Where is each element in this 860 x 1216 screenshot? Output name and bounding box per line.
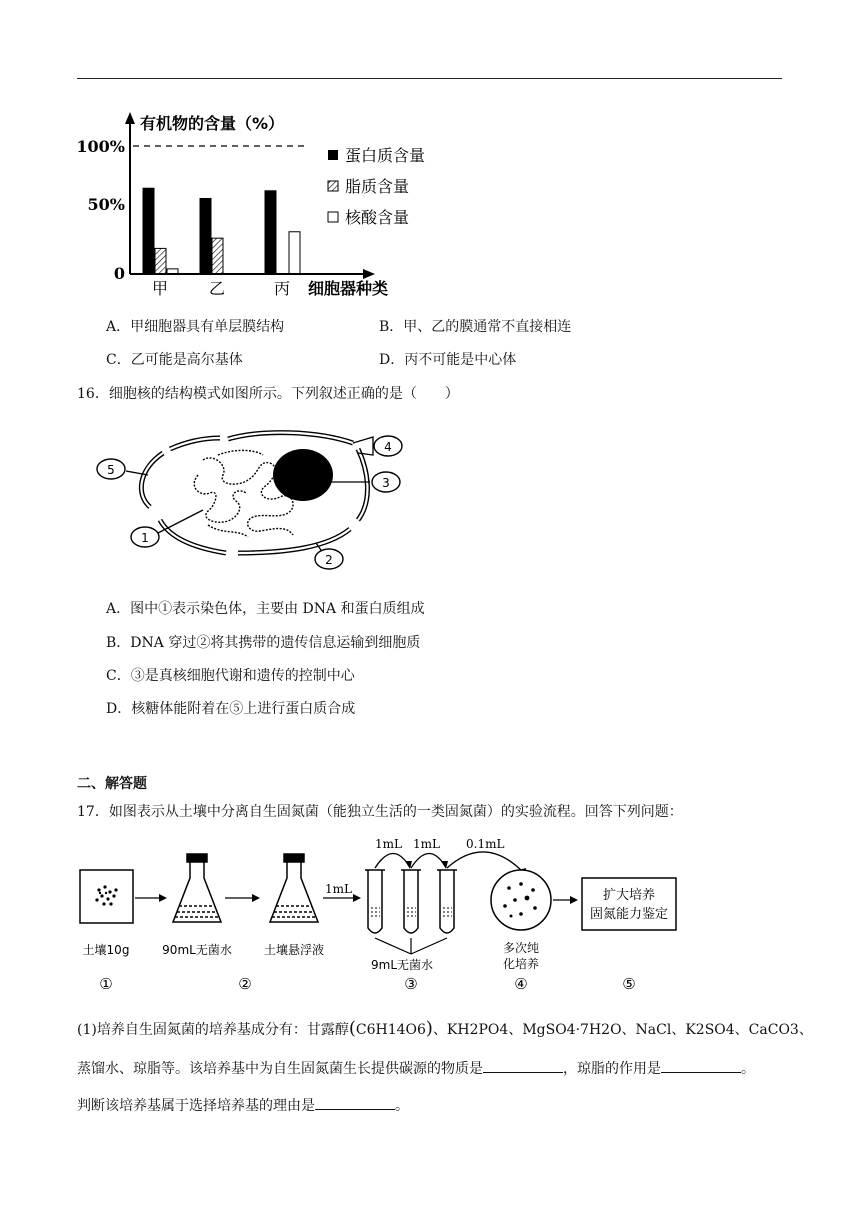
label-2: 2 <box>325 553 333 567</box>
test-tubes <box>365 870 457 933</box>
nucleolus <box>273 449 333 501</box>
tube-label-c: 0.1mL <box>466 837 505 851</box>
petri-dish <box>491 870 551 930</box>
y-tick-50: 50% <box>87 195 125 214</box>
water90-label: 90mL无菌水 <box>162 943 232 957</box>
box-line2: 固氮能力鉴定 <box>589 907 669 922</box>
y-axis-title: 有机物的含量（%） <box>140 114 285 133</box>
q15-option-c: C．乙可能是高尔基体 <box>106 352 243 368</box>
organelle-bar-chart <box>75 108 455 303</box>
formula-paren-close: ) <box>425 1018 433 1039</box>
formula-paren: ( <box>348 1018 356 1039</box>
q17-stem: 17．如图表示从土壤中分离自生固氮菌（能独立生活的一类固氮菌）的实验流程。回答下列问题： <box>77 804 683 820</box>
q17-p2-a: 蒸馏水、琼脂等。该培养基中为自生固氮菌生长提供碳源的物质是 <box>77 1061 483 1077</box>
bar-nucleic-2 <box>289 232 300 274</box>
q17-flow-diagram <box>75 832 715 997</box>
purify-line1: 多次纯 <box>502 941 540 955</box>
section-heading: 二、解答题 <box>77 776 147 792</box>
bar-lipid-0 <box>155 248 166 274</box>
answer-blank-agar[interactable] <box>661 1058 741 1073</box>
tube-label-b: 1mL <box>413 837 440 851</box>
flask-1 <box>173 854 221 922</box>
label-3: 3 <box>382 476 390 490</box>
nucleus-diagram <box>88 425 418 575</box>
y-tick-0: 0 <box>113 264 125 283</box>
legend-label-protein: 蛋白质含量 <box>345 146 426 165</box>
purify-line2: 化培养 <box>502 957 540 971</box>
q17-p1-a: (1)培养自生固氮菌的培养基成分有：甘露醇 <box>77 1022 349 1038</box>
legend-label-nucleic: 核酸含量 <box>345 208 410 227</box>
soil-sample <box>80 870 133 923</box>
bar-protein-2 <box>265 191 276 274</box>
flask-2 <box>270 854 318 922</box>
answer-blank-reason[interactable] <box>315 1095 395 1110</box>
x-tick-label-2: 丙 <box>273 279 291 298</box>
soil-label: 土壤10g <box>82 943 130 957</box>
q17-p3-a: 判断该培养基属于选择培养基的理由是 <box>77 1098 315 1114</box>
y-tick-100: 100% <box>76 137 125 156</box>
legend-swatch-lipid <box>328 181 338 191</box>
q16-stem: 16．细胞核的结构模式如图所示。下列叙述正确的是（ ） <box>77 386 459 402</box>
box-line1: 扩大培养 <box>602 888 656 903</box>
q15-option-d: D．丙不可能是中心体 <box>379 352 517 368</box>
q15-option-b: B．甲、乙的膜通常不直接相连 <box>379 319 572 335</box>
culture-box <box>582 878 676 930</box>
q17-p2-b: ，琼脂的作用是 <box>563 1061 661 1077</box>
step-3: ③ <box>404 975 418 993</box>
label-5: 5 <box>107 463 115 477</box>
q17-p1-line2 <box>77 1058 755 1078</box>
step-5: ⑤ <box>622 975 636 993</box>
q16-option-a: A．图中①表示染色体，主要由 DNA 和蛋白质组成 <box>106 601 425 617</box>
x-tick-label-0: 甲 <box>151 279 169 298</box>
step-2: ② <box>238 975 252 993</box>
chart-root <box>143 188 300 298</box>
q17-p1-line1 <box>77 1018 813 1039</box>
q16-option-c: C．③是真核细胞代谢和遗传的控制中心 <box>106 668 355 684</box>
q17-p1-b: 、KH2PO4、MgSO4·7H2O、NaCl、K2SO4、CaCO3、 <box>432 1022 813 1038</box>
legend-label-lipid: 脂质含量 <box>345 177 410 196</box>
bar-protein-1 <box>200 198 211 274</box>
answer-blank-carbon[interactable] <box>483 1058 563 1073</box>
q16-option-b: B．DNA 穿过②将其携带的遗传信息运输到细胞质 <box>106 635 421 651</box>
formula-mannitol: C6H14O6 <box>355 1022 426 1038</box>
bar-protein-0 <box>143 188 154 274</box>
water-9ml: 9mL无菌水 <box>371 958 434 972</box>
tube-label-a: 1mL <box>375 837 402 851</box>
suspension-label: 土壤悬浮液 <box>263 943 325 957</box>
x-axis-title: 细胞器种类 <box>308 279 389 298</box>
bar-lipid-1 <box>212 238 223 274</box>
q16-option-d: D．核糖体能附着在⑤上进行蛋白质合成 <box>106 701 356 717</box>
label-4: 4 <box>384 440 392 454</box>
q17-p1-line3 <box>77 1095 409 1115</box>
header-rule <box>77 78 782 79</box>
q17-p2-c: 。 <box>741 1061 755 1077</box>
step-1: ① <box>99 975 113 993</box>
transfer-1ml: 1mL <box>325 882 352 896</box>
label-1: 1 <box>141 531 149 545</box>
legend-swatch-nucleic <box>328 212 338 222</box>
legend-swatch-protein <box>328 150 338 160</box>
y-axis-arrow <box>125 112 135 124</box>
q15-option-a: A．甲细胞器具有单层膜结构 <box>106 319 285 335</box>
q17-p3-b: 。 <box>395 1098 409 1114</box>
step-4: ④ <box>514 975 528 993</box>
x-axis-arrow <box>363 269 375 279</box>
x-tick-label-1: 乙 <box>208 279 226 298</box>
